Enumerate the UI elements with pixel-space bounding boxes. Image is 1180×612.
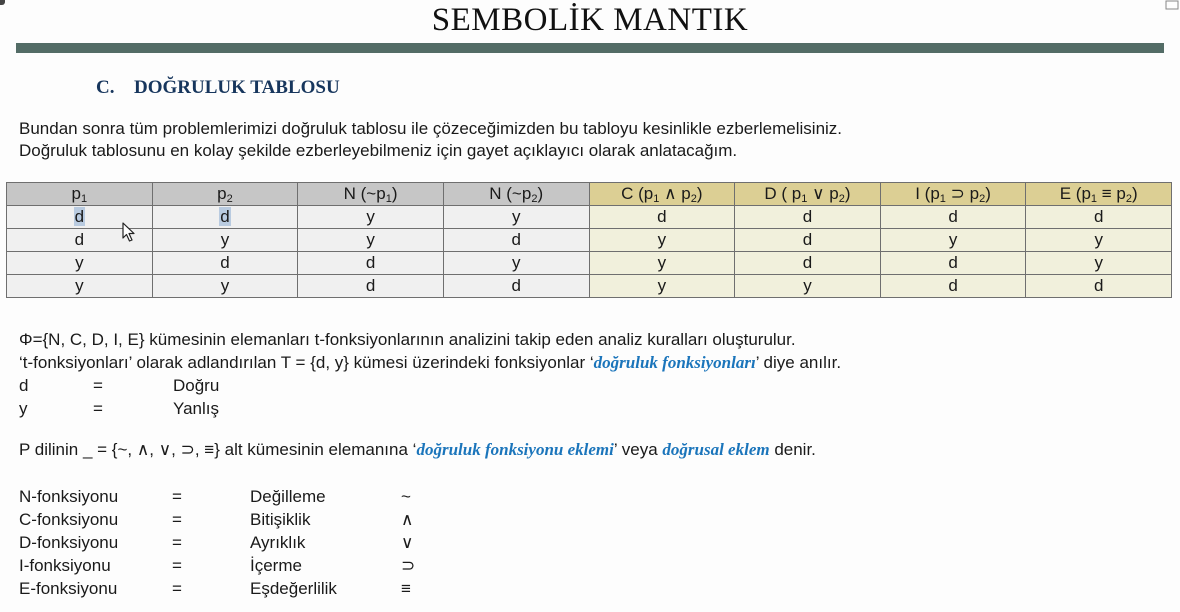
table-cell: y [1026, 252, 1172, 275]
selected-text[interactable]: d [220, 207, 230, 226]
header-conjunction: C ($p_1$ ∧ $p_2$) [589, 183, 735, 206]
table-cell: d [152, 252, 298, 275]
section-title: DOĞRULUK TABLOSU [134, 77, 340, 98]
table-cell: d [735, 229, 881, 252]
table-cell: y [7, 275, 153, 298]
table-cell: d [589, 206, 735, 229]
truth-table-header-row [7, 183, 1172, 206]
table-cell: y [589, 229, 735, 252]
function-set-paragraph [19, 328, 841, 420]
table-cell: d [880, 275, 1026, 298]
paragraph-line: Φ={N, C, D, I, E} kümesinin elemanları t-fonksiyonlarının analizini takip eden analiz kuralları oluşturulur. [19, 330, 796, 349]
table-cell: y [443, 252, 589, 275]
section-heading [96, 77, 340, 99]
table-row [7, 275, 1172, 298]
table-cell: y [880, 229, 1026, 252]
table-row [7, 229, 1172, 252]
highlight-term: doğrusal eklem [662, 440, 770, 459]
highlight-term: doğruluk fonksiyonu eklemi [416, 440, 614, 459]
truth-table [6, 182, 1172, 298]
mouse-pointer-icon [122, 222, 136, 242]
intro-line: Doğruluk tablosunu en kolay şekilde ezberleyebilmeniz için gayet açıklayıcı olarak anlatacağım. [19, 141, 738, 160]
intro-text [19, 118, 842, 162]
table-cell: y [443, 206, 589, 229]
header-disjunction: D ( $p_1$ ∨ $p_2$) [735, 183, 881, 206]
table-cell: y [7, 252, 153, 275]
table-cell: y [735, 275, 881, 298]
intro-line: Bundan sonra tüm problemlerimizi doğruluk tablosu ile çözeceğimizden bu tabloyu kesinlikle ezberlemelisiniz. [19, 119, 843, 138]
list-item: C-fonksiyonu = Bitişiklik ∧ [19, 510, 414, 529]
header-equivalence: E $(p_1 \equiv p_2)$ [1026, 183, 1172, 206]
connective-paragraph: P dilinin _ = {~, ∧, ∨, ⊃, ≡} alt kümesinin elemanına ‘doğruluk fonksiyonu eklemi’ veya doğrusal eklem denir. [19, 440, 816, 459]
table-cell: d [443, 229, 589, 252]
table-cell: d [880, 206, 1026, 229]
table-cell: d [1026, 275, 1172, 298]
header-p2: $p_2$ [152, 183, 298, 206]
title-rule [16, 43, 1164, 53]
selected-text[interactable]: d [74, 207, 85, 226]
highlight-term: doğruluk fonksiyonları [593, 353, 756, 372]
paragraph-line: ‘t-fonksiyonları’ olarak adlandırılan T = {d, y} kümesi üzerindeki fonksiyonlar ‘doğruluk fonksiyonları’ diye anılır. [19, 353, 842, 372]
table-row [7, 206, 1172, 229]
section-label: C. [96, 77, 115, 98]
table-cell: y [152, 229, 298, 252]
definition-row: y = Yanlış [19, 399, 219, 418]
table-cell: y [298, 229, 444, 252]
table-cell: d [298, 275, 444, 298]
table-cell: d [735, 252, 881, 275]
header-n-p1: N $(\sim p_1)$ [298, 183, 444, 206]
table-cell: d [443, 275, 589, 298]
table-cell: d [298, 252, 444, 275]
table-cell: y [152, 275, 298, 298]
table-cell [152, 206, 298, 229]
table-cell: d [735, 206, 881, 229]
page-title: SEMBOLİK MANTIK [431, 2, 749, 38]
list-item: E-fonksiyonu = Eşdeğerlilik ≡ [19, 579, 411, 598]
table-cell: y [298, 206, 444, 229]
table-cell: d [7, 229, 153, 252]
table-cell: y [589, 275, 735, 298]
table-row [7, 252, 1172, 275]
list-item: I-fonksiyonu = İçerme ⊃ [19, 556, 416, 575]
list-item: N-fonksiyonu = Değilleme ~ [19, 487, 411, 506]
definition-row: d = Doğru [19, 376, 220, 395]
table-cell: y [1026, 229, 1172, 252]
table-cell: y [589, 252, 735, 275]
header-n-p2: N $(\sim p_2)$ [443, 183, 589, 206]
table-cell: d [1026, 206, 1172, 229]
header-implication: I ($p_1$ ⊃ $p_2$) [880, 183, 1026, 206]
header-p1: $p_1$ [7, 183, 153, 206]
function-list [19, 485, 415, 600]
list-item: D-fonksiyonu = Ayrıklık ∨ [19, 533, 414, 552]
table-cell: d [880, 252, 1026, 275]
